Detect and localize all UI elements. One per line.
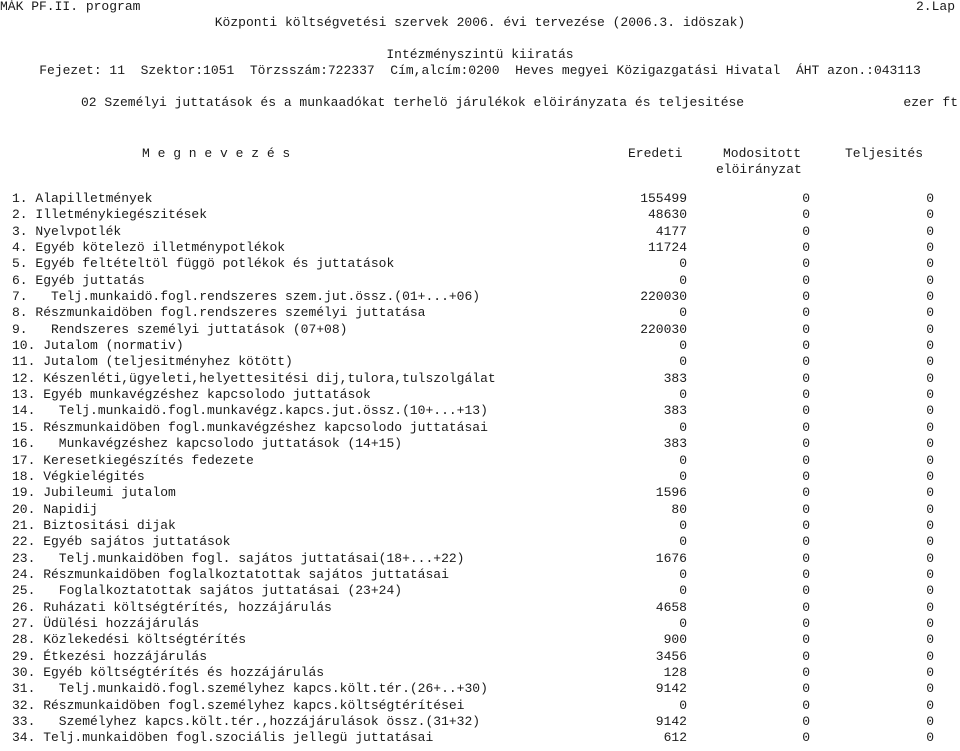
- row-label: 21. Biztositási dijak: [12, 517, 176, 533]
- row-actual-value: 0: [926, 272, 934, 288]
- row-label: 1. Alapilletmények: [12, 191, 153, 206]
- row-label: 18. Végkielégités: [12, 468, 145, 484]
- row-actual-value: 0: [926, 419, 934, 435]
- row-modified-value: 0: [802, 321, 810, 337]
- row-actual-value: 0: [926, 615, 934, 631]
- row-modified-value: 0: [802, 648, 810, 664]
- section-title: 02 Személyi juttatások és a munkaadókat terhelö járulékok elöirányzata és teljesitése: [81, 95, 745, 110]
- row-actual-value: 0: [926, 566, 934, 582]
- row-label: 17. Keresetkiegészítés fedezete: [12, 452, 254, 468]
- row-modified-value: 0: [802, 240, 810, 256]
- row-label: 23. Telj.munkaidöben fogl. sajátos juttatásai(18+...+22): [12, 550, 465, 566]
- table-row: [0, 649, 960, 665]
- table-row: [0, 453, 960, 469]
- row-original-value: 9142: [655, 714, 687, 729]
- row-label: 15. Részmunkaidöben fogl.munkavégzéshez kapcsolodo juttatásai: [12, 419, 488, 435]
- row-label: 32. Részmunkaidöben fogl.személyhez kapcs.költségtérítései: [12, 697, 465, 713]
- table-row: [0, 665, 960, 681]
- row-original-value: 1676: [655, 550, 687, 566]
- row-actual-value: 0: [926, 534, 934, 550]
- table-row: [0, 207, 960, 223]
- table-row: [0, 256, 960, 272]
- row-label: 4. Egyéb kötelezö illetménypotlékok: [12, 240, 286, 256]
- row-modified-value: 0: [802, 615, 810, 631]
- row-modified-value: 0: [802, 387, 810, 403]
- row-actual-value: 0: [926, 370, 934, 386]
- table-row: [0, 730, 960, 746]
- table-row: [0, 338, 960, 354]
- row-original-value: 0: [679, 468, 687, 484]
- table-row: [0, 502, 960, 518]
- row-original-value: 128: [663, 664, 687, 680]
- row-modified-value: 0: [802, 566, 810, 582]
- table-row: [0, 567, 960, 583]
- row-label: 22. Egyéb sajátos juttatások: [12, 534, 231, 550]
- row-actual-value: 0: [926, 191, 934, 206]
- row-label: 31. Telj.munkaidö.fogl.személyhez kapcs.költ.tér.(26+..+30): [12, 681, 488, 697]
- table-row: [0, 469, 960, 485]
- table-row: [0, 224, 960, 240]
- table-row: [0, 420, 960, 436]
- row-modified-value: 0: [802, 550, 810, 566]
- row-label: 25. Foglalkoztatottak sajátos juttatásai (23+24): [12, 583, 403, 599]
- row-label: 13. Egyéb munkavégzéshez kapcsolodo juttatások: [12, 387, 371, 403]
- row-actual-value: 0: [926, 730, 934, 746]
- row-label: 10. Jutalom (normativ): [12, 338, 184, 354]
- row-modified-value: 0: [802, 452, 810, 468]
- row-original-value: 900: [663, 632, 687, 648]
- row-original-value: 9142: [655, 681, 687, 697]
- row-modified-value: 0: [802, 485, 810, 501]
- row-modified-value: 0: [802, 534, 810, 550]
- row-label: 7. Telj.munkaidö.fogl.rendszeres szem.jut.össz.(01+...+06): [12, 289, 481, 305]
- row-original-value: 11724: [647, 240, 687, 256]
- table-row: [0, 534, 960, 550]
- row-original-value: 4658: [655, 599, 687, 615]
- column-header-name: M e g n e v e z é s: [142, 146, 291, 161]
- row-actual-value: 0: [926, 338, 934, 354]
- row-original-value: 0: [679, 387, 687, 403]
- budget-table: [0, 191, 960, 747]
- row-actual-value: 0: [926, 223, 934, 239]
- table-row: [0, 600, 960, 616]
- row-original-value: 48630: [647, 207, 687, 223]
- row-label: 9. Rendszeres személyi juttatások (07+08): [12, 321, 348, 337]
- row-original-value: 80: [671, 501, 687, 517]
- institution-info: Fejezet: 11 Szektor:1051 Törzsszám:722337 Cím,alcím:0200 Heves megyei Közigazgatási Hivatal ÁHT azon.:043113: [39, 63, 921, 78]
- row-label: 30. Egyéb költségtérítés és hozzájárulás: [12, 664, 325, 680]
- row-original-value: 220030: [640, 321, 687, 337]
- row-label: 26. Ruházati költségtérítés, hozzájárulás: [12, 599, 332, 615]
- row-modified-value: 0: [802, 289, 810, 305]
- row-original-value: 383: [663, 370, 687, 386]
- report-title: Központi költségvetési szervek 2006. évi tervezése (2006.3. idöszak): [214, 15, 746, 30]
- row-label: 24. Részmunkaidöben foglalkoztatottak sajátos juttatásai: [12, 566, 449, 582]
- row-label: 33. Személyhez kapcs.költ.tér.,hozzájárulások össz.(31+32): [12, 714, 481, 729]
- row-modified-value: 0: [802, 730, 810, 746]
- table-row: [0, 485, 960, 501]
- row-original-value: 4177: [655, 223, 687, 239]
- row-actual-value: 0: [926, 599, 934, 615]
- row-actual-value: 0: [926, 517, 934, 533]
- row-original-value: 0: [679, 354, 687, 370]
- row-actual-value: 0: [926, 403, 934, 419]
- row-original-value: 0: [679, 583, 687, 599]
- table-row: [0, 681, 960, 697]
- column-header-modified: Modositott: [723, 146, 802, 161]
- column-header-actual: Teljesités: [845, 146, 924, 161]
- table-row: [0, 632, 960, 648]
- row-original-value: 0: [679, 256, 687, 272]
- row-modified-value: 0: [802, 517, 810, 533]
- table-row: [0, 191, 960, 207]
- row-modified-value: 0: [802, 191, 810, 206]
- row-label: 5. Egyéb feltételtöl függö potlékok és juttatások: [12, 256, 395, 272]
- row-modified-value: 0: [802, 697, 810, 713]
- row-original-value: 3456: [655, 648, 687, 664]
- row-label: 3. Nyelvpotlék: [12, 223, 122, 239]
- row-original-value: 0: [679, 615, 687, 631]
- row-actual-value: 0: [926, 697, 934, 713]
- row-modified-value: 0: [802, 272, 810, 288]
- row-modified-value: 0: [802, 305, 810, 321]
- row-actual-value: 0: [926, 632, 934, 648]
- row-actual-value: 0: [926, 648, 934, 664]
- row-actual-value: 0: [926, 354, 934, 370]
- row-modified-value: 0: [802, 436, 810, 452]
- row-original-value: 0: [679, 338, 687, 354]
- table-row: [0, 371, 960, 387]
- row-actual-value: 0: [926, 714, 934, 729]
- column-header-original: Eredeti: [628, 146, 683, 161]
- row-modified-value: 0: [802, 419, 810, 435]
- row-modified-value: 0: [802, 664, 810, 680]
- row-original-value: 0: [679, 305, 687, 321]
- row-original-value: 383: [663, 403, 687, 419]
- row-label: 11. Jutalom (teljesitményhez kötött): [12, 354, 293, 370]
- table-row: [0, 436, 960, 452]
- row-original-value: 0: [679, 272, 687, 288]
- row-modified-value: 0: [802, 338, 810, 354]
- table-row: [0, 551, 960, 567]
- row-actual-value: 0: [926, 501, 934, 517]
- row-modified-value: 0: [802, 632, 810, 648]
- row-label: 2. Illetménykiegészitések: [12, 207, 208, 223]
- row-actual-value: 0: [926, 468, 934, 484]
- row-actual-value: 0: [926, 289, 934, 305]
- row-modified-value: 0: [802, 583, 810, 599]
- row-actual-value: 0: [926, 240, 934, 256]
- row-actual-value: 0: [926, 681, 934, 697]
- row-label: 16. Munkavégzéshez kapcsolodo juttatások (14+15): [12, 436, 403, 452]
- row-original-value: 1596: [655, 485, 687, 501]
- row-actual-value: 0: [926, 321, 934, 337]
- row-actual-value: 0: [926, 387, 934, 403]
- row-modified-value: 0: [802, 207, 810, 223]
- column-header-modified-line2: elöirányzat: [716, 162, 802, 177]
- row-original-value: 0: [679, 534, 687, 550]
- row-actual-value: 0: [926, 583, 934, 599]
- row-actual-value: 0: [926, 207, 934, 223]
- row-modified-value: 0: [802, 714, 810, 729]
- row-modified-value: 0: [802, 370, 810, 386]
- table-row: [0, 403, 960, 419]
- row-modified-value: 0: [802, 501, 810, 517]
- row-label: 6. Egyéb juttatás: [12, 272, 145, 288]
- table-row: [0, 698, 960, 714]
- row-label: 8. Részmunkaidöben fogl.rendszeres személyi juttatása: [12, 305, 426, 321]
- row-label: 28. Közlekedési költségtérítés: [12, 632, 247, 648]
- row-actual-value: 0: [926, 485, 934, 501]
- table-row: [0, 305, 960, 321]
- row-modified-value: 0: [802, 354, 810, 370]
- table-row: [0, 387, 960, 403]
- row-original-value: 155499: [640, 191, 687, 206]
- row-label: 34. Telj.munkaidöben fogl.szociális jellegü juttatásai: [12, 730, 434, 746]
- row-actual-value: 0: [926, 550, 934, 566]
- table-row: [0, 616, 960, 632]
- row-label: 14. Telj.munkaidö.fogl.munkavégz.kapcs.jut.össz.(10+...+13): [12, 403, 488, 419]
- row-actual-value: 0: [926, 256, 934, 272]
- row-actual-value: 0: [926, 664, 934, 680]
- table-row: [0, 240, 960, 256]
- row-original-value: 612: [663, 730, 687, 746]
- row-actual-value: 0: [926, 452, 934, 468]
- table-row: [0, 583, 960, 599]
- row-original-value: 220030: [640, 289, 687, 305]
- row-original-value: 0: [679, 419, 687, 435]
- unit-label: ezer ft: [903, 95, 958, 110]
- row-modified-value: 0: [802, 223, 810, 239]
- row-modified-value: 0: [802, 681, 810, 697]
- row-modified-value: 0: [802, 403, 810, 419]
- table-row: [0, 518, 960, 534]
- table-row: [0, 714, 960, 730]
- table-row: [0, 273, 960, 289]
- row-actual-value: 0: [926, 436, 934, 452]
- row-label: 27. Üdülési hozzájárulás: [12, 615, 200, 631]
- table-row: [0, 322, 960, 338]
- row-actual-value: 0: [926, 305, 934, 321]
- row-label: 19. Jubileumi jutalom: [12, 485, 176, 501]
- row-original-value: 0: [679, 697, 687, 713]
- row-original-value: 0: [679, 566, 687, 582]
- row-modified-value: 0: [802, 468, 810, 484]
- page-number: 2.Lap: [915, 0, 955, 14]
- row-label: 29. Étkezési hozzájárulás: [12, 648, 208, 664]
- row-original-value: 0: [679, 517, 687, 533]
- row-label: 20. Napidij: [12, 501, 98, 517]
- report-subtitle: Intézményszintü kiiratás: [386, 47, 574, 62]
- table-row: [0, 354, 960, 370]
- row-modified-value: 0: [802, 599, 810, 615]
- table-row: [0, 289, 960, 305]
- row-original-value: 383: [663, 436, 687, 452]
- row-label: 12. Készenléti,ügyeleti,helyettesitési dij,tulora,tulszolgálat: [12, 370, 496, 386]
- row-modified-value: 0: [802, 256, 810, 272]
- row-original-value: 0: [679, 452, 687, 468]
- program-name: MÁK PF.II. program: [0, 0, 141, 14]
